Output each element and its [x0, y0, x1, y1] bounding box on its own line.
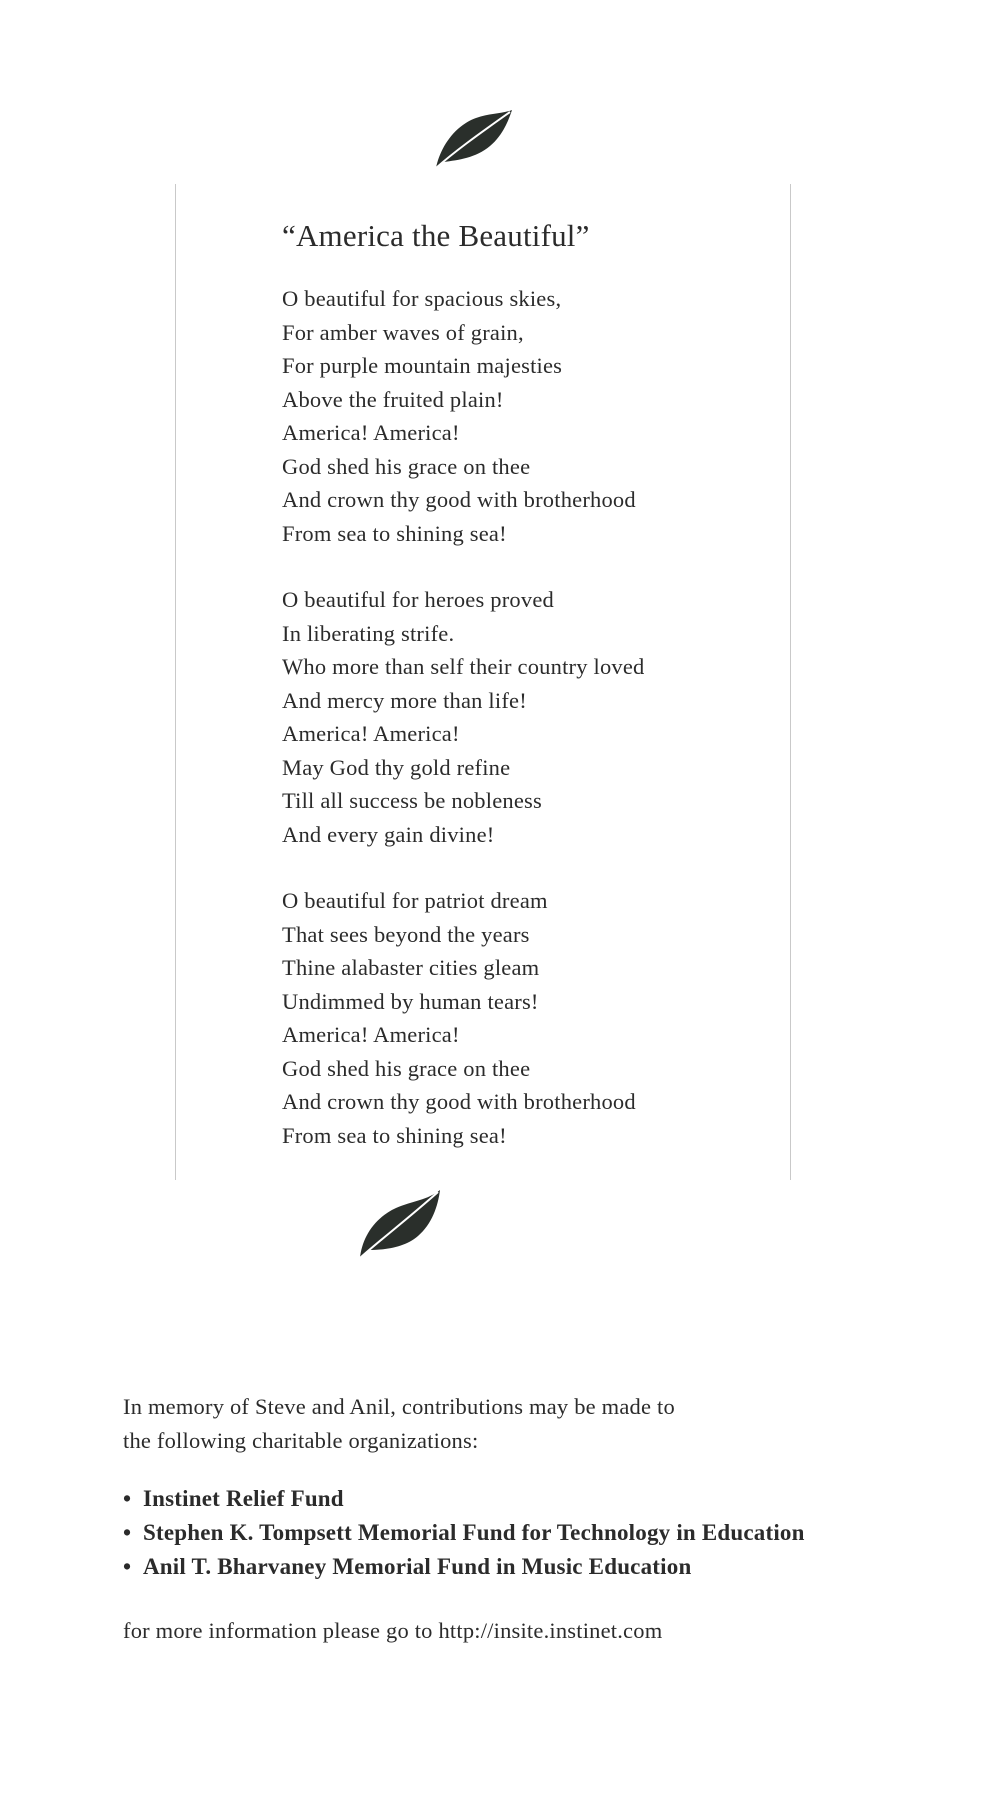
right-border-rule — [790, 184, 791, 1180]
bullet-icon: • — [123, 1486, 132, 1511]
bullet-icon: • — [123, 1520, 132, 1545]
poem-line: And every gain divine! — [282, 821, 495, 847]
poem-title: “America the Beautiful” — [282, 218, 590, 253]
poem-line: From sea to shining sea! — [282, 1122, 507, 1148]
fund-name: Anil T. Bharvaney Memorial Fund in Music Education — [143, 1554, 692, 1579]
memorial-intro-line: the following charitable organizations: — [123, 1428, 479, 1453]
poem-line: For amber waves of grain, — [282, 319, 524, 345]
poem-line: From sea to shining sea! — [282, 520, 507, 546]
memorial-section — [123, 1390, 953, 1648]
poem-line: That sees beyond the years — [282, 921, 530, 947]
bullet-icon: • — [123, 1554, 132, 1579]
poem-line: And mercy more than life! — [282, 687, 527, 713]
left-border-rule — [175, 184, 176, 1180]
poem-line: Till all success be nobleness — [282, 788, 542, 813]
leaf-icon — [358, 1188, 442, 1260]
poem-line: Above the fruited plain! — [282, 386, 504, 412]
memorial-intro-line: In memory of Steve and Anil, contributions may be made to — [123, 1394, 675, 1419]
poem-line: God shed his grace on thee — [282, 453, 531, 479]
poem-line: In liberating strife. — [282, 620, 455, 646]
poem-line: America! America! — [282, 1022, 460, 1047]
poem-line: And crown thy good with brotherhood — [282, 1089, 636, 1114]
poem-line: And crown thy good with brotherhood — [282, 487, 636, 512]
fund-name: Stephen K. Tompsett Memorial Fund for Technology in Education — [143, 1520, 805, 1545]
poem-line: May God thy gold refine — [282, 754, 511, 780]
poem-line: America! America! — [282, 721, 460, 746]
fund-name: Instinet Relief Fund — [143, 1486, 344, 1511]
poem-line: For purple mountain majesties — [282, 353, 563, 378]
poem-line: Thine alabaster cities gleam — [282, 955, 540, 980]
more-info-text: for more information please go to http://insite.instinet.com — [123, 1618, 663, 1643]
fund-list-item — [123, 1482, 953, 1516]
stanza — [282, 282, 782, 550]
poem-line: Undimmed by human tears! — [282, 988, 539, 1014]
stanza — [282, 583, 782, 851]
poem-line: O beautiful for spacious skies, — [282, 286, 562, 311]
poem-line: Who more than self their country loved — [282, 654, 645, 679]
poem-line: America! America! — [282, 420, 460, 445]
poem-line: God shed his grace on thee — [282, 1055, 531, 1081]
fund-list-item — [123, 1550, 953, 1584]
fund-list-item — [123, 1516, 953, 1550]
poem-line: O beautiful for patriot dream — [282, 888, 548, 913]
poem — [282, 214, 782, 1185]
stanza — [282, 884, 782, 1152]
leaf-icon — [432, 108, 514, 170]
poem-line: O beautiful for heroes proved — [282, 587, 554, 612]
fund-list — [123, 1482, 953, 1584]
